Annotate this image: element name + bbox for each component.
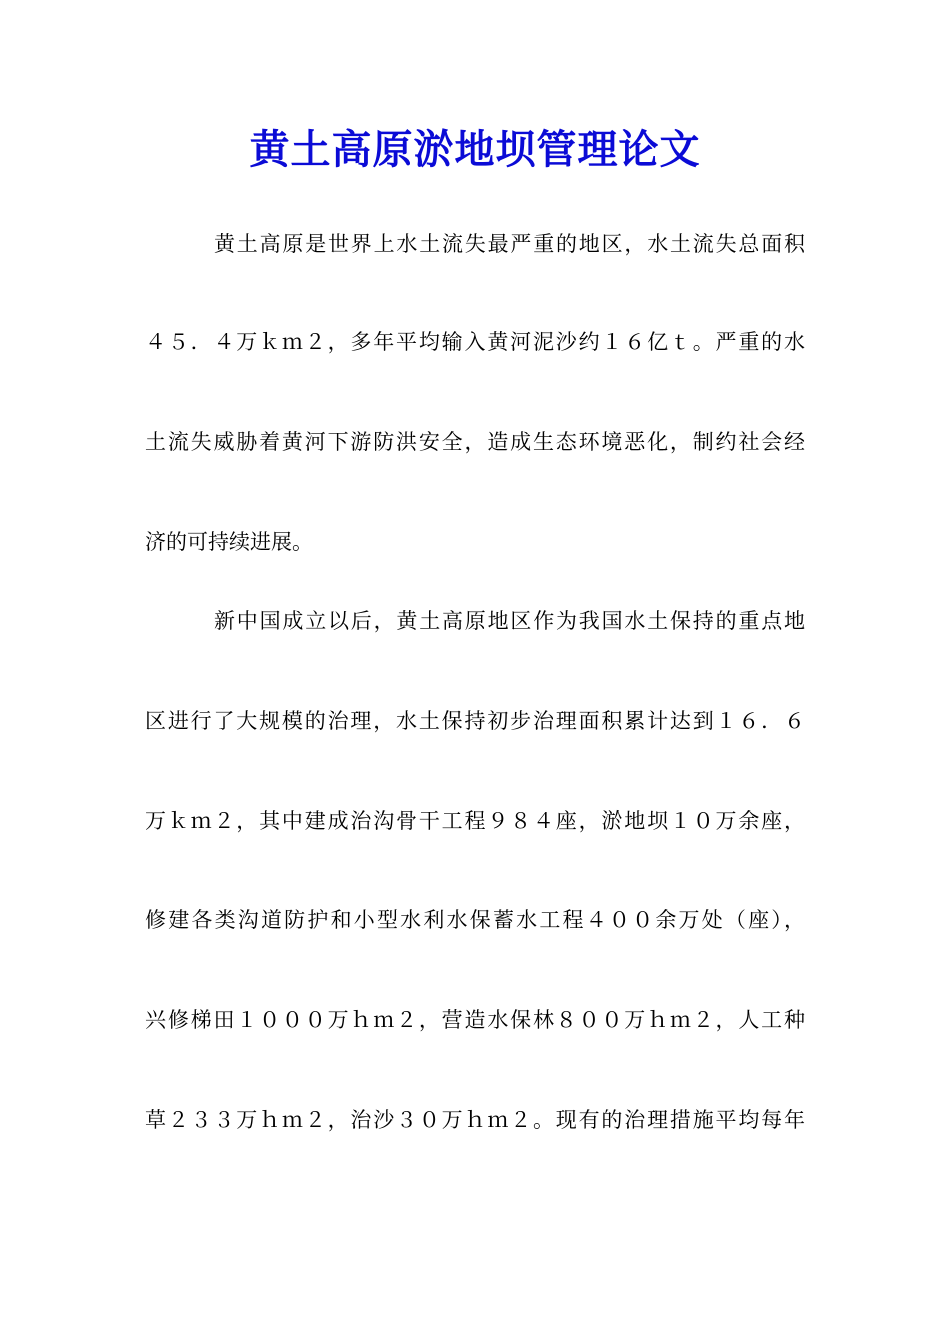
paragraph-2-line-4: 修建各类沟道防护和小型水利水保蓄水工程４００余万处（座），	[145, 908, 805, 932]
paragraph-2-line-2: 区进行了大规模的治理，水土保持初步治理面积累计达到１６．６	[145, 709, 805, 733]
paragraph-1-line-1: 黄土高原是世界上水土流失最严重的地区，水土流失总面积	[214, 232, 805, 256]
paragraph-1-line-3: 土流失威胁着黄河下游防洪安全，造成生态环境恶化，制约社会经	[145, 430, 805, 454]
paragraph-2-line-1: 新中国成立以后，黄土高原地区作为我国水土保持的重点地	[214, 609, 805, 633]
document-title: 黄土高原淤地坝管理论文	[249, 126, 701, 173]
paragraph-1-line-2: ４５．４万ｋｍ２，多年平均输入黄河泥沙约１６亿ｔ。严重的水	[145, 330, 805, 354]
paragraph-2-line-3: 万ｋｍ２，其中建成治沟骨干工程９８４座，淤地坝１０万余座，	[145, 809, 805, 833]
paragraph-1-line-4: 济的可持续进展。	[145, 530, 313, 554]
paragraph-2-line-6: 草２３３万ｈｍ２，治沙３０万ｈｍ２。现有的治理措施平均每年	[145, 1108, 805, 1132]
paragraph-2-line-5: 兴修梯田１０００万ｈｍ２，营造水保林８００万ｈｍ２，人工种	[145, 1008, 805, 1032]
